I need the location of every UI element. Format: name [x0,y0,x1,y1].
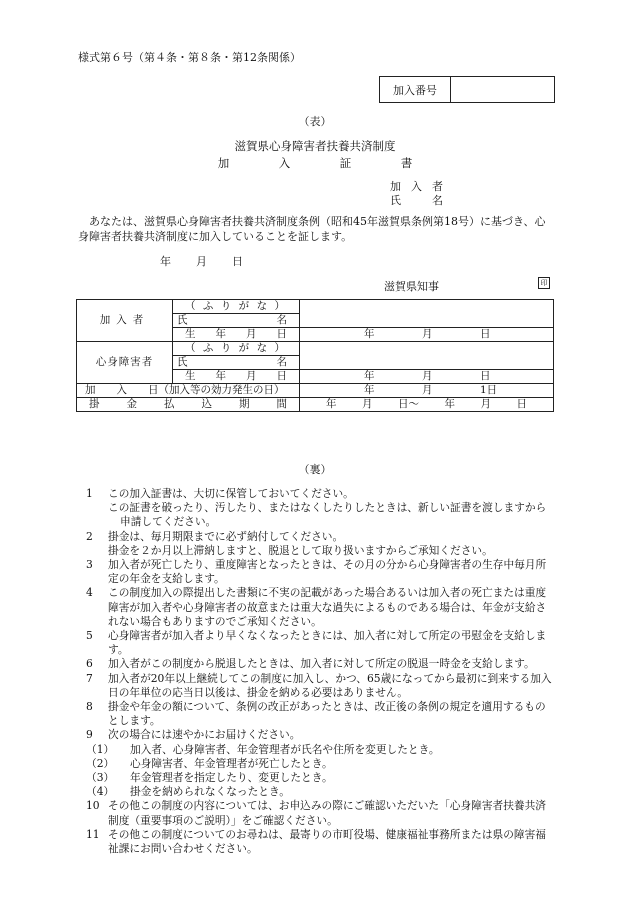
note-item [86,700,556,728]
note-item [86,629,556,657]
side-front-label: （表） [298,115,332,128]
title-line2 [0,155,630,171]
title-char: 書 [400,156,413,170]
note-number: 3 [86,558,93,572]
pay-char: 掛 [89,398,100,410]
sub-item-text: 年金管理者を指定したり、変更したとき。 [130,771,333,785]
name-char: 氏 [177,314,188,326]
title-char: 入 [278,156,291,170]
birth-char: 月 [246,370,257,382]
note-text: その他この制度の内容については、お申込みの際にご確認いただいた「心身障害者扶養共済制度（重要事項のご説明）」をご確認ください。 [108,799,546,827]
date-unit: 日 [516,398,527,410]
effective-date-field[interactable] [300,384,554,398]
note-number: 2 [86,529,93,543]
payment-period-field[interactable] [300,398,554,412]
seal-icon: 印 [538,277,550,289]
title-char: 加 [217,156,230,170]
name-char: 氏 [177,356,188,368]
date-unit: 月 [422,328,433,340]
title-line1: 滋賀県心身障害者扶養共済制度 [234,139,396,153]
side-back-label: （裏） [298,463,332,476]
date-unit: 日〜 [398,398,419,410]
note-text: 心身障害者が加入者より早くなくなったときには、加入者に対して所定の弔慰金を支給します。 [108,629,547,657]
note-item [86,828,556,856]
note-number: 11 [86,827,100,841]
note-text: 掛金や年金の額について、条例の改正があったときは、改正後の条例の規定を適用するものとします。 [108,700,546,728]
name-cell [173,314,300,328]
note-text: 加入者がこの制度から脱退したときは、加入者に対して所定の脱退一時金を支給します。 [108,657,535,671]
payment-period-label [77,398,300,412]
note-text: 次の場合には速やかにお届けください。 [108,728,301,742]
furigana-char: な [256,342,268,354]
form-id: 様式第６号（第４条・第８条・第12条関係） [78,51,301,64]
pay-char: 込 [201,398,212,410]
certification-text: あなたは、滋賀県心身障害者扶養共済制度条例（昭和45年滋賀県条例第18号）に基づき、心身障害者扶養共済制度に加入していることを証します。 [78,215,546,243]
birth-cell [173,370,300,384]
note-item [86,558,556,586]
furigana-char: ふ [202,300,214,312]
member-label: 加入者 [77,300,173,342]
sub-item [86,757,556,771]
name-cell [173,356,300,370]
sub-item [86,743,556,757]
member-birth-field[interactable] [300,328,554,342]
furigana-char: （ [185,342,196,354]
holder-char: 入 [411,180,422,193]
sub-item-number: （2） [86,756,115,770]
note-number: 7 [86,671,93,685]
sub-item [86,771,556,785]
member-name-field[interactable] [300,300,554,328]
note-text: 掛金は、毎月期限までに必ず納付してください。 [108,529,344,543]
pay-char: 金 [126,398,137,410]
disabled-birth-field[interactable] [300,370,554,384]
note-text: この加入証書は、大切に保管しておいてください。 [108,487,354,500]
note-number: 8 [86,700,93,714]
date-unit: 年 [364,384,375,396]
date-unit: 月 [362,398,373,410]
holder-char: 氏 [390,194,401,207]
note-text: その他この制度についてのお尋ねは、最寄りの市町役場、健康福祉事務所または県の障害福祉課にお問い合わせください。 [108,827,546,856]
note-item [86,657,556,671]
note-item [86,487,556,501]
note-item [86,799,556,827]
furigana-cell [173,342,300,356]
effective-date-label: 加 入 日（加入等の効力発生の日） [77,384,300,398]
note-text: 加入者が死亡したり、重度障害となったときは、その月の分から心身障害者の生存中毎月所定の年金を支給します。 [108,558,547,586]
furigana-char: ） [274,300,285,312]
furigana-char: ） [274,342,285,354]
sub-item-number: （1） [86,742,115,756]
furigana-char: ふ [202,342,214,354]
furigana-char: （ [185,300,196,312]
note-text: 加入者が20年以上継続してこの制度に加入し、かつ、65歳になってから最初に到来する加入日の年単位の応当日以後は、掛金を納める必要はありません。 [108,671,552,699]
furigana-char: り [220,300,232,312]
furigana-char: が [238,342,250,354]
birth-char: 月 [246,328,257,340]
pay-char: 間 [276,398,287,410]
date-unit: 日 [480,370,491,382]
member-table [76,299,554,412]
note-text: この制度加入の際提出した書類に不実の記載があった場合あるいは加入者の死亡または重度障害が加入者や心身障害者の故意または重大な過失によるものである場合は、年金が支給されない場合もありますのでご承知ください。 [108,586,547,628]
pay-char: 期 [239,398,250,410]
name-char: 名 [276,314,287,326]
birth-char: 年 [215,328,226,340]
date-unit: 日 [232,255,243,268]
furigana-char: り [220,342,232,354]
date-unit: 日 [480,328,491,340]
note-item [86,728,556,742]
member-number-value[interactable] [451,77,554,102]
holder-char: 加 [390,180,401,193]
birth-char: 生 [185,328,196,340]
disabled-name-field[interactable] [300,342,554,370]
title-char: 証 [339,156,352,170]
date-unit: 年 [364,370,375,382]
note-continuation: この証書を破ったり、汚したり、またはなくしたりしたときは、新しい証書を渡しますから申請してください。 [108,501,547,529]
holder-char: 者 [432,180,443,193]
date-unit: 年 [444,398,455,410]
date-unit: 年 [326,398,337,410]
issue-date [160,253,268,269]
note-item [86,586,556,629]
date-unit: 月 [196,255,207,268]
sub-item [86,785,556,799]
note-continuation: 掛金を２か月以上滞納しますと、脱退として取り扱いますからご承知ください。 [108,543,493,557]
date-unit: 1日 [480,384,498,396]
governor-label: 滋賀県知事 [384,280,439,293]
birth-cell [173,328,300,342]
date-unit: 月 [422,370,433,382]
date-unit: 月 [422,384,433,396]
furigana-cell [173,300,300,314]
date-unit: 月 [480,398,491,410]
furigana-char: な [256,300,268,312]
sub-item-text: 心身障害者、年金管理者が死亡したとき。 [130,756,333,770]
birth-char: 日 [276,370,287,382]
date-unit: 年 [364,328,375,340]
furigana-char: が [238,300,250,312]
note-number: 10 [86,799,100,813]
note-number: 6 [86,657,93,671]
pay-char: 払 [164,398,175,410]
note-number: 4 [86,586,93,600]
holder-block [385,180,448,208]
disabled-label: 心身障害者 [77,342,173,384]
date-unit: 年 [160,255,171,268]
sub-item-text: 加入者、心身障害者、年金管理者が氏名や住所を変更したとき。 [130,742,440,756]
note-number: 5 [86,629,93,643]
member-number-label: 加入番号 [380,77,451,102]
member-number-box [379,76,555,103]
birth-char: 生 [185,370,196,382]
notes-list [86,487,556,856]
holder-char: 名 [432,194,443,207]
sub-item-text: 掛金を納められなくなったとき。 [130,785,290,799]
note-number: 9 [86,728,93,742]
note-item [86,530,556,544]
note-number: 1 [86,487,93,500]
sub-item-number: （3） [86,771,115,785]
note-item [86,672,556,700]
birth-char: 年 [215,370,226,382]
sub-item-number: （4） [86,785,115,799]
name-char: 名 [276,356,287,368]
birth-char: 日 [276,328,287,340]
